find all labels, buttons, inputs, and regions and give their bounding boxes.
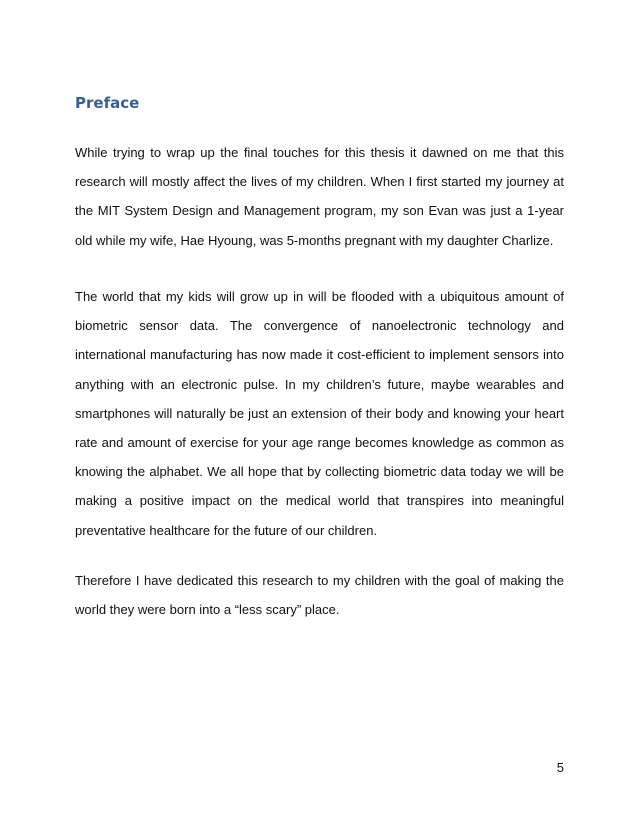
paragraph-dedication: Therefore I have dedicated this research to my children with the goal of making the world they were born into a “less scary” place. [75,573,564,618]
paragraph-intro: While trying to wrap up the final touches for this thesis it dawned on me that this research will mostly affect the lives of my children. When I first started my journey at the MIT System Design and Management program, my son Evan was just a 1-year old while my wife, Hae Hyoung, was 5-months pregnant with my daughter Charlize. [75,145,564,248]
page-number: 5 [556,760,564,775]
preface-heading: Preface [75,94,140,112]
paragraph-biometric-future: The world that my kids will grow up in will be flooded with a ubiquitous amount of biometric sensor data. The convergence of nanoelectronic technology and international manufacturing has now made it cost-efficient to implement sensors into anything with an electronic pulse. In my children’s future, maybe wearables and smartphones will naturally be just an extension of their body and knowing your heart rate and amount of exercise for your age range becomes knowledge as common as knowing the alphabet. We all hope that by collecting biometric data today we will be making a positive impact on the medical world that transpires into meaningful preventative healthcare for the future of our children. [75,289,564,538]
